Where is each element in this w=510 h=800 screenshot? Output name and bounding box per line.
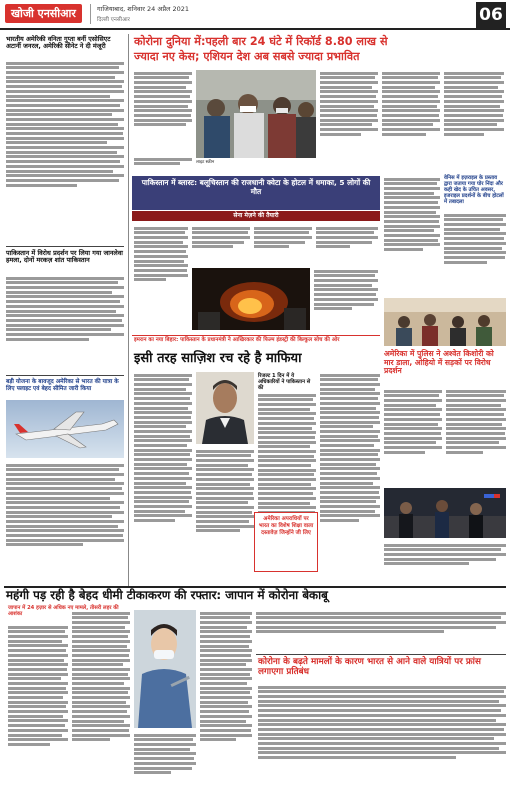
pakistan-band: सेना मेज़ने की तैयारी: [132, 211, 380, 221]
pakistan-body-col4: [316, 225, 378, 265]
japan-body-col5: [256, 610, 506, 650]
vaccination-photo: [134, 610, 196, 728]
pakistan-body-col2: [192, 225, 250, 265]
left-low-body: [6, 462, 124, 584]
airplane-photo: [6, 400, 124, 458]
lead-body-col3: [320, 70, 378, 168]
quote-box: [254, 512, 318, 572]
covid-photo-caption: लाइट स्क्रीन: [196, 160, 215, 165]
masthead: [0, 0, 510, 30]
edition-line: दिल्ली एनसीआर: [97, 17, 130, 23]
covid-crowd-photo: [196, 70, 316, 158]
lead-headline-line2: ज्यादा नए केस; एशियन देश अब सबसे ज्यादा प्रभावित: [134, 50, 360, 63]
pakistan-headline: पाकिस्तान में ब्लास्ट: बलूचिस्तान की राजधानी क्वेटा के होटल में धमाका, 5 लोगों की मौत: [141, 178, 371, 196]
us-body-col3: [384, 542, 506, 582]
masthead-dateline: [90, 4, 330, 24]
left-low-headline: बड़ी योजना के बावजूद अमेरिका से भारत की यात्रा के लिए फ्लाइट एवं बेहद सीमित जारी किया: [6, 379, 119, 392]
imran-body-col1: [134, 372, 192, 580]
lead-body-col4: [382, 70, 440, 168]
protest-photo: [384, 298, 506, 346]
japan-body-col1: [8, 624, 68, 794]
lead-body-col1-cont: [134, 156, 192, 172]
right-top-body-a: [384, 176, 440, 296]
blast-fire-photo: [192, 268, 310, 330]
japan-deck: जापान में 24 हज़ार से अधिक नए मामले, तीसरी लहर की आशंका: [8, 605, 119, 617]
japan-body-col3: [134, 732, 196, 794]
pakistan-banner: [132, 176, 380, 210]
lead-body-col1: [134, 70, 192, 152]
imran-headline: इसी तरह साज़िश रच रहे है माफिया: [134, 351, 302, 366]
pakistan-body-col3: [254, 225, 312, 265]
quote-box-text: अमेरिका अपराधियों पर भारत का विशेष शिक्षा वाला दस्तावेज़ जिन्होंने जी लिए: [258, 516, 314, 536]
pakistan-body-col1: [134, 225, 188, 313]
imran-khan-photo: [196, 372, 254, 444]
imran-subheading: रिजल्ट 1 दिन में ये अधिकारियों ने पाकिस्तान से की: [258, 373, 311, 391]
lead-body-col5: [444, 70, 504, 168]
pakistan-body-col4b: [314, 268, 378, 332]
right-top-body-b: [444, 212, 506, 294]
newspaper-name: खोजी एनसीआर: [5, 4, 82, 23]
lead-headline-line1: कोरोना दुनिया में:पहली बार 24 घंटे में रिकॉर्ड 8.80 लाख से: [134, 35, 388, 48]
imran-body-col2: [196, 448, 254, 580]
japan-body-col4: [200, 610, 252, 794]
police-photo: [384, 488, 506, 538]
india-headline: कोरोना के बढ़ते मामलों के कारण भारत से आने वाले यात्रियों पर फ्रांस लगाएगा प्रतिबंध: [258, 657, 481, 678]
us-body-col1: [384, 388, 442, 484]
left-mid-headline: पाकिस्तान में विरोध प्रदर्शन पर लिया गया जानलेवा हमला, दोनों मरकज़ शांत पाकिस्तान: [6, 249, 123, 265]
us-headline: अमेरिका में पुलिस ने अश्वेत किशोरी को मार डाला, ओहियो में सड़कों पर विरोध प्रदर्शन: [384, 349, 494, 376]
left-top-body: [6, 60, 124, 244]
dateline: गाजियाबाद, शनिवार 24 अप्रैल 2021: [97, 5, 190, 13]
imran-kicker: इमरान का नया बिहार: पाकिस्तान के प्रधानमंत्री ने आखिरकार की फिल्म इंडस्ट्री की बिल्कुल सोच की ओर: [134, 337, 340, 343]
left-mid-body: [6, 275, 124, 373]
india-body: [258, 684, 506, 794]
japan-body-col2: [72, 610, 130, 794]
imran-body-col4: [320, 372, 380, 580]
left-top-headline: भारतीय अमेरिकी वनिता गुप्ता बनीं एसोसिएट अटार्नी जनरल, अमेरिकी सीनेट ने दी मंजूरी: [6, 35, 111, 51]
right-top-headline: वेनिस में इज़राइल के प्रस्ताव द्वारा जताया गया घोर निंदा और कही खेद के उचित अवसर, इजराइल प्रदर्शनों के बीच होटलों में तबादला: [444, 175, 504, 205]
page-number: 06: [476, 2, 506, 28]
us-body-col2: [446, 388, 506, 484]
japan-headline: महंगी पड़ रही है बेहद धीमी टीकाकरण की रफ्तार: जापान में कोरोना बेकाबू: [6, 588, 328, 602]
